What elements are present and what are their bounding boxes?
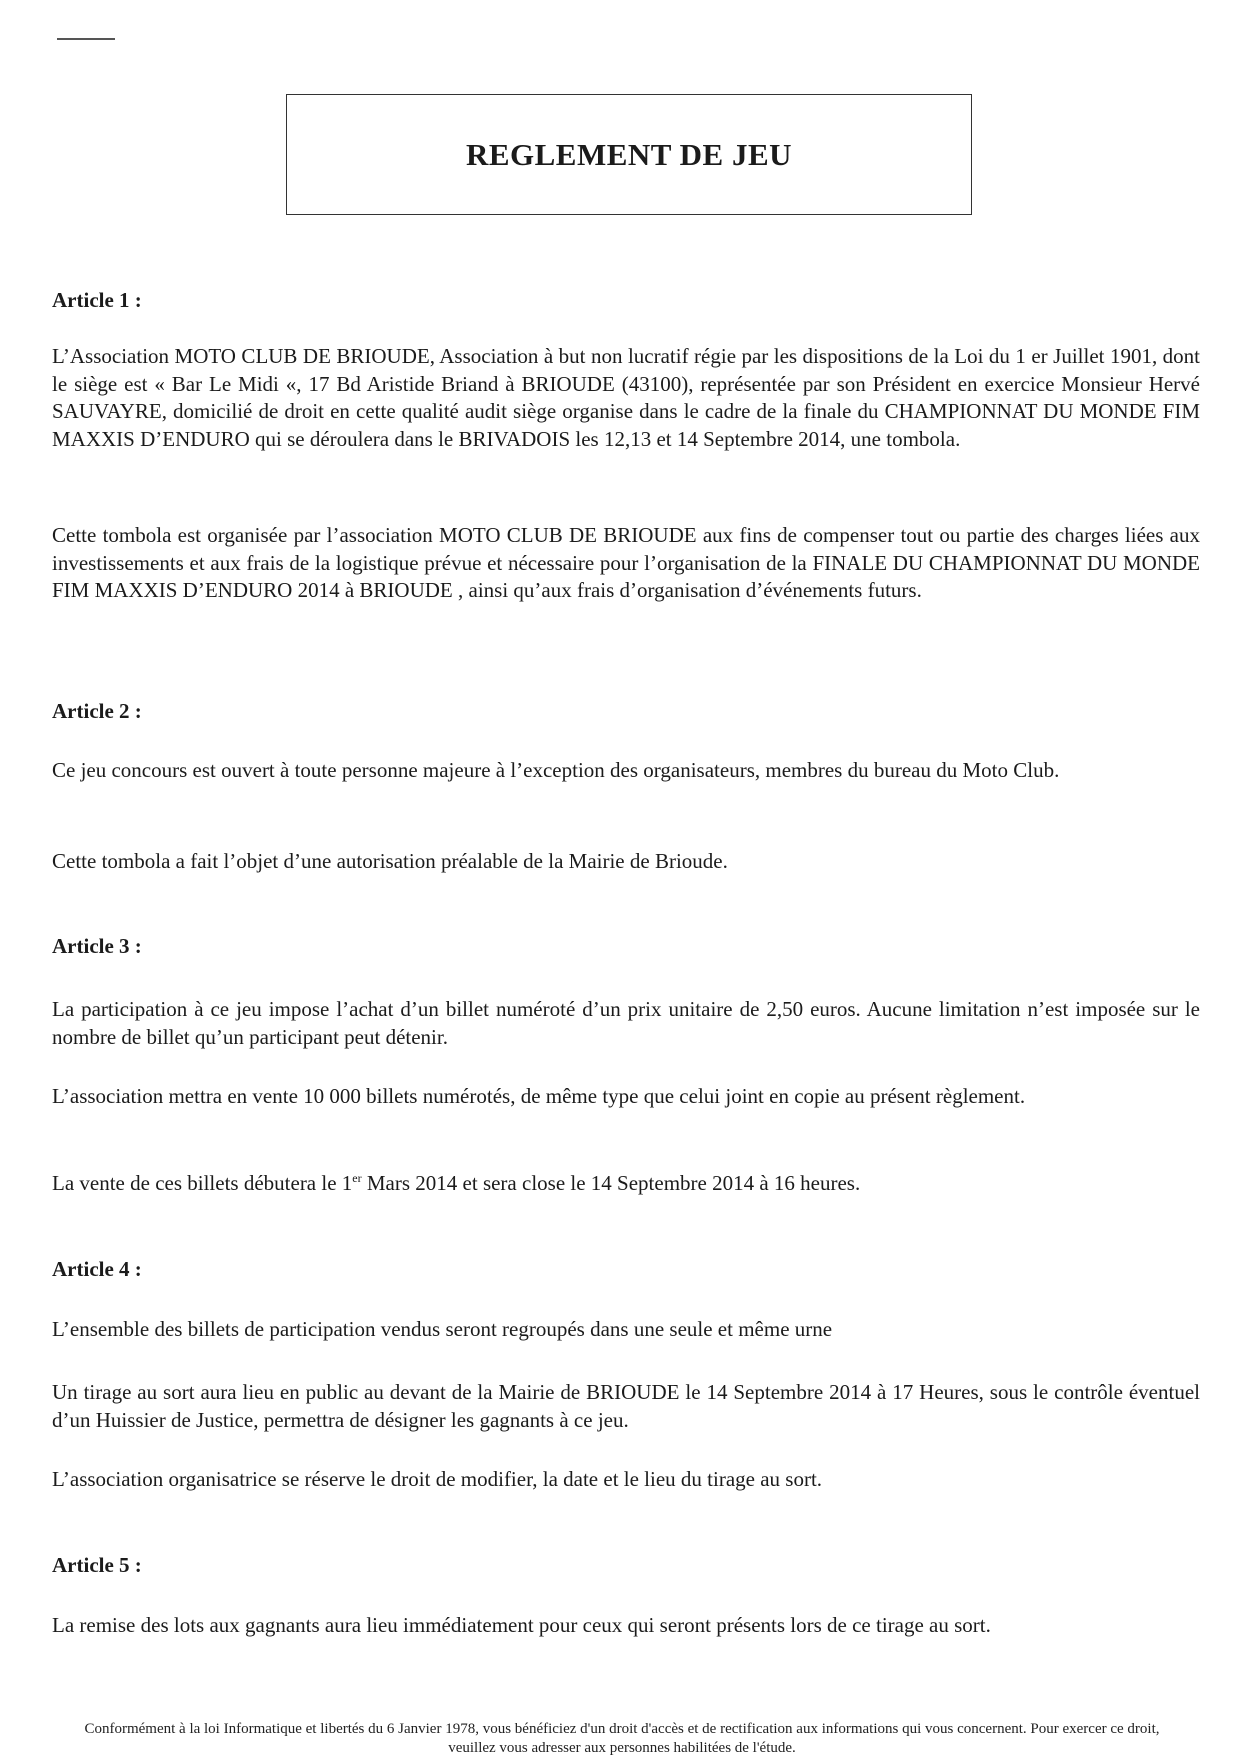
privacy-footer: Conformément à la loi Informatique et libertés du 6 Janvier 1978, vous bénéficiez d'un droit d'accès et de rectification aux informations qui vous concernent. Pour exercer ce droit, veuillez vous adresser aux personnes habilitées de l'étude. <box>84 1721 1160 1756</box>
article-3-paragraph-2: L’association mettra en vente 10 000 billets numérotés, de même type que celui joint en copie au présent règlement. <box>52 1084 1026 1108</box>
sale-text-superscript: er <box>352 1171 362 1185</box>
article-3-paragraph-1: La participation à ce jeu impose l’achat d’un billet numéroté d’un prix unitaire de 2,50 euros. Aucune limitation n’est imposée sur le nombre de billet qu’un participant peut détenir. <box>52 997 1200 1049</box>
article-2-paragraph-2: Cette tombola a fait l’objet d’une autorisation préalable de la Mairie de Brioude. <box>52 849 728 873</box>
article-4-paragraph-3: L’association organisatrice se réserve le droit de modifier, la date et le lieu du tirage au sort. <box>52 1467 823 1491</box>
sale-text-end: Mars 2014 et sera close le 14 Septembre 2014 à 16 heures. <box>361 1171 861 1195</box>
article-3-heading: Article 3 : <box>52 934 142 958</box>
article-4-heading: Article 4 : <box>52 1257 142 1281</box>
article-2-heading: Article 2 : <box>52 699 142 723</box>
document-title: REGLEMENT DE JEU <box>465 136 793 172</box>
article-5-heading: Article 5 : <box>52 1553 142 1577</box>
article-1-paragraph-2: Cette tombola est organisée par l’association MOTO CLUB DE BRIOUDE aux fins de compenser tout ou partie des charges liées aux investissements et aux frais de la logistique prévue et nécessaire pour l’organisation de la FINALE DU CHAMPIONNAT DU MONDE FIM MAXXIS D’ENDURO 2014 à BRIOUDE , ainsi qu’aux frais d’organisation d’événements futurs. <box>52 523 1200 602</box>
article-3-paragraph-3 <box>52 1170 1200 1198</box>
article-4-paragraph-1: L’ensemble des billets de participation vendus seront regroupés dans une seule et même urne <box>52 1317 833 1341</box>
article-2-paragraph-1: Ce jeu concours est ouvert à toute personne majeure à l’exception des organisateurs, membres du bureau du Moto Club. <box>52 758 1060 782</box>
article-4-paragraph-2: Un tirage au sort aura lieu en public au devant de la Mairie de BRIOUDE le 14 Septembre 2014 à 17 Heures, sous le contrôle éventuel d’un Huissier de Justice, permettra de désigner les gagnants à ce jeu. <box>52 1380 1200 1432</box>
article-1-heading: Article 1 : <box>52 288 142 312</box>
article-5-paragraph-1: La remise des lots aux gagnants aura lieu immédiatement pour ceux qui seront présents lors de ce tirage au sort. <box>52 1613 991 1637</box>
scan-mark <box>57 38 115 40</box>
sale-text-start: La vente de ces billets débutera le 1 <box>52 1171 353 1195</box>
title-box <box>286 94 972 215</box>
article-1-paragraph-1: L’Association MOTO CLUB DE BRIOUDE, Association à but non lucratif régie par les dispositions de la Loi du 1 er Juillet 1901, dont le siège est « Bar Le Midi «, 17 Bd Aristide Briand à BRIOUDE (43100), représentée par son Président en exercice Monsieur Hervé SAUVAYRE, domicilié de droit en cette qualité audit siège organise dans le cadre de la finale du CHAMPIONNAT DU MONDE FIM MAXXIS D’ENDURO qui se déroulera dans le BRIVADOIS les 12,13 et 14 Septembre 2014, une tombola. <box>52 344 1200 451</box>
